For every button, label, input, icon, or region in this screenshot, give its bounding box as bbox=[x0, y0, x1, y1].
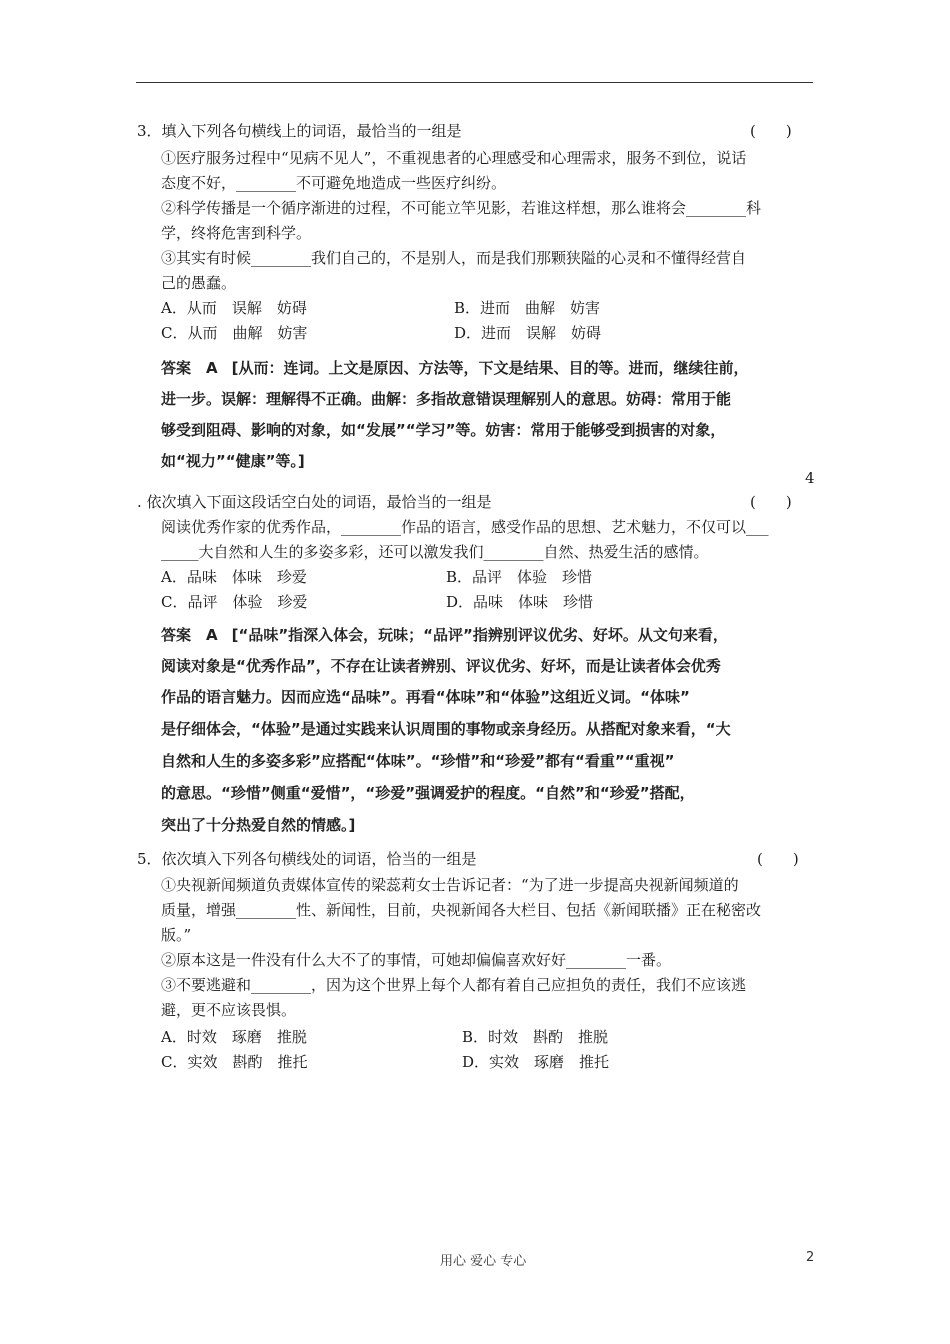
q4-option-d: D．品味 体味 珍惜 bbox=[446, 593, 594, 611]
q4-answer-text: [“品味”指深入体会，玩味；“品评”指辨别评议优劣、好坏。从文句来看， bbox=[231, 626, 728, 644]
q3-line: 己的愚蠢。 bbox=[161, 274, 237, 292]
q3-option-a: A．从而 误解 妨碍 bbox=[161, 299, 307, 317]
q3-option-c: C．从而 曲解 妨害 bbox=[161, 324, 308, 342]
q3-line: ①医疗服务过程中“见病不见人”，不重视患者的心理感受和心理需求，服务不到位，说话 bbox=[161, 149, 747, 167]
q3-option-d: D．进而 误解 妨碍 bbox=[454, 324, 602, 342]
q4-answer-text: 阅读对象是“优秀作品”，不存在让读者辨别、评议优劣、好坏，而是让读者体会优秀 bbox=[161, 657, 721, 675]
q4-answer-text: 自然和人生的多姿多彩”应搭配“体味”。“珍惜”和“珍爱”都有“看重”“重视” bbox=[161, 752, 675, 770]
q3-line: 学，终将危害到科学。 bbox=[161, 224, 312, 242]
q5-line: ③不要逃避和________，因为这个世界上每个人都有着自己应担负的责任，我们不应该逃 bbox=[161, 976, 747, 994]
q4-stem: . 依次填入下面这段话空白处的词语，最恰当的一组是 bbox=[137, 493, 492, 511]
page-footer: 用心 爱心 专心 bbox=[440, 1254, 527, 1269]
q3-answer-label: 答案 A bbox=[161, 359, 218, 377]
q3-option-b: B．进而 曲解 妨害 bbox=[454, 299, 601, 317]
q5-option-c: C．实效 斟酌 推托 bbox=[161, 1053, 308, 1071]
q3-answer-text: 如“视力”“健康”等。] bbox=[161, 452, 305, 470]
q4-line: 阅读优秀作家的优秀作品，________作品的语言，感受作品的思想、艺术魅力，不仅可以___ bbox=[161, 518, 769, 536]
q5-line: ①央视新闻频道负责媒体宣传的梁蕊莉女士告诉记者：“为了进一步提高央视新闻频道的 bbox=[161, 876, 739, 894]
q5-line: 避，更不应该畏惧。 bbox=[161, 1001, 297, 1019]
q4-option-b: B．品评 体验 珍惜 bbox=[446, 568, 593, 586]
q3-stem: 3．填入下列各句横线上的词语，最恰当的一组是 bbox=[137, 122, 462, 140]
q5-option-b: B．时效 斟酌 推脱 bbox=[462, 1028, 609, 1046]
page-number: 2 bbox=[806, 1250, 815, 1265]
q4-number: 4 bbox=[805, 469, 815, 487]
q5-answer-paren: ( ) bbox=[757, 850, 799, 868]
q4-option-c: C．品评 体验 珍爱 bbox=[161, 593, 308, 611]
header-rule bbox=[136, 82, 813, 83]
q3-answer-first-line bbox=[161, 355, 748, 381]
q4-answer-text: 突出了十分热爱自然的情感。] bbox=[161, 816, 356, 834]
q4-answer-paren: ( ) bbox=[750, 493, 792, 511]
q5-line: 质量，增强________性、新闻性，目前，央视新闻各大栏目、包括《新闻联播》正在秘密改 bbox=[161, 901, 762, 919]
q3-line: 态度不好，________不可避免地造成一些医疗纠纷。 bbox=[161, 174, 507, 192]
q5-option-a: A．时效 琢磨 推脱 bbox=[161, 1028, 307, 1046]
q3-line: ③其实有时候________我们自己的，不是别人，而是我们那颗狭隘的心灵和不懂得经营自 bbox=[161, 249, 747, 267]
q3-answer-text: 够受到阻碍、影响的对象，如“发展”“学习”等。妨害：常用于能够受到损害的对象， bbox=[161, 421, 726, 439]
q4-answer-first-line bbox=[161, 622, 728, 648]
q3-answer-paren: ( ) bbox=[750, 122, 792, 140]
q4-line: _____大自然和人生的多姿多彩，还可以激发我们________自然、热爱生活的感情。 bbox=[161, 543, 709, 561]
q4-answer-text: 的意思。“珍惜”侧重“爱惜”，“珍爱”强调爱护的程度。“自然”和“珍爱”搭配， bbox=[161, 784, 695, 802]
q5-stem: 5．依次填入下列各句横线处的词语，恰当的一组是 bbox=[137, 850, 477, 868]
q4-answer-label: 答案 A bbox=[161, 626, 218, 644]
q3-line: ②科学传播是一个循序渐进的过程，不可能立竿见影，若谁这样想，那么谁将会________科 bbox=[161, 199, 762, 217]
q5-line: 版。” bbox=[161, 926, 192, 944]
q3-answer-text: 进一步。误解：理解得不正确。曲解：多指故意错误理解别人的意思。妨碍：常用于能 bbox=[161, 390, 732, 408]
q4-answer-text: 作品的语言魅力。因而应选“品味”。再看“体味”和“体验”这组近义词。“体味” bbox=[161, 688, 690, 706]
q5-line: ②原本这是一件没有什么大不了的事情，可她却偏偏喜欢好好________一番。 bbox=[161, 951, 672, 969]
q4-option-a: A．品味 体味 珍爱 bbox=[161, 568, 307, 586]
q3-answer-text: [从而：连词。上文是原因、方法等，下文是结果、目的等。进而，继续往前， bbox=[231, 359, 749, 377]
q5-option-d: D．实效 琢磨 推托 bbox=[462, 1053, 610, 1071]
q4-answer-text: 是仔细体会，“体验”是通过实践来认识周围的事物或亲身经历。从搭配对象来看，“大 bbox=[161, 720, 731, 738]
